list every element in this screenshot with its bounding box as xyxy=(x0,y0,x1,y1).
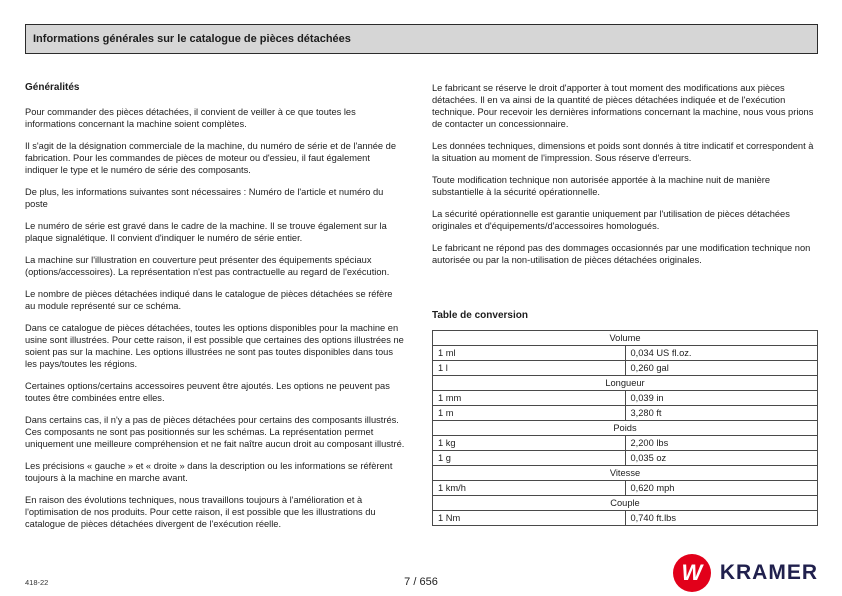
page-content xyxy=(25,82,818,540)
paragraph: Pour commander des pièces détachées, il convient de veiller à ce que toutes les informations concernant la machine soient complètes. xyxy=(25,107,356,129)
value-cell: 2,200 lbs xyxy=(625,436,818,451)
section-header: Volume xyxy=(433,331,818,346)
table-section-row xyxy=(433,466,818,481)
value-cell: 0,039 in xyxy=(625,391,818,406)
table-row xyxy=(433,436,818,451)
paragraph: De plus, les informations suivantes sont nécessaires : Numéro de l'article et numéro du poste xyxy=(25,187,384,209)
paragraph: Toute modification technique non autorisée apportée à la machine nuit de manière substantielle à la sécurité opérationnelle. xyxy=(432,175,771,197)
paragraph: En raison des évolutions techniques, nous travaillons toujours à l'amélioration et à l'optimisation de nos produits. Pour cette raison, il est possible que les illustrations du catalogue de pièces détachées divergent de l'exécution réelle. xyxy=(25,495,376,529)
paragraph: Les données techniques, dimensions et poids sont donnés à titre indicatif et correspondent à la situation au moment de l'impression. Sous réserve d'erreurs. xyxy=(432,141,814,163)
table-row xyxy=(433,511,818,526)
table-section-row xyxy=(433,376,818,391)
table-row xyxy=(433,481,818,496)
document-number: 418-22 xyxy=(25,578,49,587)
table-row xyxy=(433,346,818,361)
table-row xyxy=(433,406,818,421)
unit-cell: 1 km/h xyxy=(433,481,626,496)
paragraph: Dans ce catalogue de pièces détachées, toutes les options disponibles pour la machine en usine sont illustrées. Pour cette raison, il est possible que certaines des options illustrées ne soient pas sur la machine. Les options illustrées ne sont pas toutes disponibles dans tous les pays/toutes les régions. xyxy=(25,323,404,369)
table-section-row xyxy=(433,331,818,346)
paragraph: La machine sur l'illustration en couverture peut présenter des équipements spéciaux (options/accessoires). La représentation n'est pas contractuelle au regard de l'exécution. xyxy=(25,255,390,277)
brand-name: KRAMER xyxy=(719,561,818,584)
right-column xyxy=(432,82,818,540)
unit-cell: 1 g xyxy=(433,451,626,466)
kramer-w-icon xyxy=(673,554,711,592)
section-header: Longueur xyxy=(433,376,818,391)
value-cell: 0,034 US fl.oz. xyxy=(625,346,818,361)
table-section-row xyxy=(433,496,818,511)
unit-cell: 1 ml xyxy=(433,346,626,361)
page-title-bar xyxy=(25,24,818,54)
unit-cell: 1 l xyxy=(433,361,626,376)
unit-cell: 1 m xyxy=(433,406,626,421)
page-title: Informations générales sur le catalogue de pièces détachées xyxy=(33,33,351,45)
left-column xyxy=(25,82,405,540)
table-row xyxy=(433,361,818,376)
section-header: Vitesse xyxy=(433,466,818,481)
value-cell: 0,620 mph xyxy=(625,481,818,496)
paragraph: Il s'agit de la désignation commerciale de la machine, du numéro de série et de l'année de fabrication. Pour les commandes de pièces de moteur ou d'essieu, il faut également indiquer le type et le numéro de série des composants. xyxy=(25,141,396,175)
conversion-table xyxy=(432,330,818,526)
paragraph: Le fabricant se réserve le droit d'apporter à tout moment des modifications aux pièces détachées. Il en va ainsi de la quantité de pièces détachées indiquée et de l'exécution technique. Pour recevoir les dernières informations concernant la machine, nous vous prions de contacter un concessionnaire. xyxy=(432,83,814,129)
paragraph: Le numéro de série est gravé dans le cadre de la machine. Il se trouve également sur la plaque signalétique. Il convient d'indiquer le numéro de série entier. xyxy=(25,221,387,243)
table-row xyxy=(433,391,818,406)
generalites-heading: Généralités xyxy=(25,82,80,93)
paragraph: Le nombre de pièces détachées indiqué dans le catalogue de pièces détachées se réfère au module représenté sur ce schéma. xyxy=(25,289,393,311)
page-indicator: 7 / 656 xyxy=(404,576,438,588)
table-row xyxy=(433,451,818,466)
value-cell: 0,740 ft.lbs xyxy=(625,511,818,526)
unit-cell: 1 Nm xyxy=(433,511,626,526)
table-section-row xyxy=(433,421,818,436)
kramer-logo xyxy=(673,554,818,592)
paragraph: Les précisions « gauche » et « droite » dans la description ou les informations se réfèrent toujours à la machine en marche avant. xyxy=(25,461,393,483)
value-cell: 0,035 oz xyxy=(625,451,818,466)
value-cell: 3,280 ft xyxy=(625,406,818,421)
unit-cell: 1 mm xyxy=(433,391,626,406)
unit-cell: 1 kg xyxy=(433,436,626,451)
value-cell: 0,260 gal xyxy=(625,361,818,376)
paragraph: Certaines options/certains accessoires peuvent être ajoutés. Les options ne peuvent pas toutes être combinées entre elles. xyxy=(25,381,390,403)
paragraph: Dans certains cas, il n'y a pas de pièces détachées pour certains des composants illustrés. Ces composants ne sont pas positionnés sur les schémas. La représentation permet uniquement une meilleure compréhension et ne fait naître aucun droit au composant illustré. xyxy=(25,415,405,449)
paragraph: La sécurité opérationnelle est garantie uniquement par l'utilisation de pièces détachées originales et d'équipements/d'accessoires homologués. xyxy=(432,209,790,231)
paragraph: Le fabricant ne répond pas des dommages occasionnés par une modification technique non autorisée ou par la non-utilisation de pièces détachées originales. xyxy=(432,243,811,265)
section-header: Poids xyxy=(433,421,818,436)
conversion-table-title: Table de conversion xyxy=(432,310,528,321)
section-header: Couple xyxy=(433,496,818,511)
logo-letter: W xyxy=(681,560,703,585)
